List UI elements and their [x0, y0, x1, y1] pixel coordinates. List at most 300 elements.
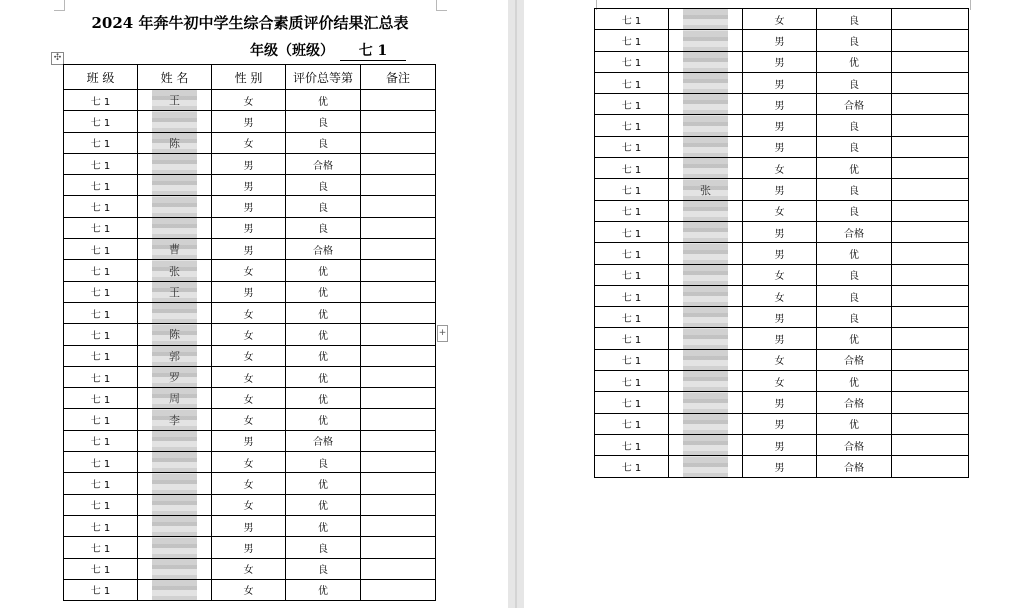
- cell-class[interactable]: 七 1: [64, 217, 138, 238]
- add-column-handle-icon[interactable]: +: [437, 325, 448, 342]
- cell-grade[interactable]: 优: [817, 371, 892, 392]
- cell-gender[interactable]: 女: [743, 371, 817, 392]
- cell-remarks[interactable]: [892, 72, 969, 93]
- redaction-mosaic: [683, 158, 728, 179]
- cell-name[interactable]: [669, 264, 743, 285]
- cell-remarks[interactable]: [892, 413, 969, 434]
- results-table-page-1: [63, 64, 436, 601]
- cell-remarks[interactable]: [361, 111, 436, 132]
- redaction-mosaic: [152, 153, 197, 174]
- table-row: [64, 175, 436, 196]
- table-row: [64, 111, 436, 132]
- cell-remarks[interactable]: [892, 200, 969, 221]
- cell-grade[interactable]: 良: [286, 175, 361, 196]
- cell-grade[interactable]: 优: [286, 388, 361, 409]
- cell-remarks[interactable]: [361, 430, 436, 451]
- cell-grade[interactable]: 良: [286, 217, 361, 238]
- table-row: [595, 349, 969, 370]
- cell-class[interactable]: 七 1: [64, 579, 138, 600]
- cell-name[interactable]: [669, 179, 743, 200]
- cell-class[interactable]: 七 1: [64, 196, 138, 217]
- cell-gender[interactable]: 女: [743, 200, 817, 221]
- cell-gender[interactable]: 男: [743, 221, 817, 242]
- cell-class[interactable]: 七 1: [64, 302, 138, 323]
- cell-class[interactable]: 七 1: [595, 456, 669, 477]
- margin-corner-marker: [54, 0, 65, 11]
- cell-remarks[interactable]: [892, 115, 969, 136]
- cell-gender[interactable]: 男: [212, 217, 286, 238]
- student-name: 周: [169, 392, 180, 406]
- cell-name[interactable]: [669, 9, 743, 30]
- cell-class[interactable]: 七 1: [595, 264, 669, 285]
- cell-gender[interactable]: 男: [743, 456, 817, 477]
- table-row: [64, 281, 436, 302]
- cell-grade[interactable]: 合格: [817, 456, 892, 477]
- cell-name[interactable]: [138, 430, 212, 451]
- cell-class[interactable]: 七 1: [64, 494, 138, 515]
- cell-class[interactable]: 七 1: [595, 243, 669, 264]
- table-row: [64, 90, 436, 111]
- cell-gender[interactable]: 男: [212, 281, 286, 302]
- cell-remarks[interactable]: [361, 260, 436, 281]
- cell-grade[interactable]: 优: [817, 51, 892, 72]
- table-row: [64, 302, 436, 323]
- table-row: [64, 494, 436, 515]
- cell-name[interactable]: [669, 94, 743, 115]
- table-row: [64, 153, 436, 174]
- cell-name[interactable]: [669, 456, 743, 477]
- cell-class[interactable]: 七 1: [64, 473, 138, 494]
- cell-name[interactable]: [138, 324, 212, 345]
- cell-name[interactable]: [138, 302, 212, 323]
- cell-grade[interactable]: 优: [286, 515, 361, 536]
- cell-grade[interactable]: 良: [286, 111, 361, 132]
- cell-name[interactable]: [138, 111, 212, 132]
- cell-remarks[interactable]: [892, 349, 969, 370]
- redaction-mosaic: [683, 136, 728, 157]
- cell-class[interactable]: 七 1: [64, 409, 138, 430]
- cell-remarks[interactable]: [361, 132, 436, 153]
- cell-grade[interactable]: 良: [817, 115, 892, 136]
- cell-grade[interactable]: 良: [286, 537, 361, 558]
- cell-remarks[interactable]: [361, 409, 436, 430]
- cell-gender[interactable]: 女: [212, 494, 286, 515]
- cell-name[interactable]: [669, 307, 743, 328]
- table-row: [595, 9, 969, 30]
- cell-class[interactable]: 七 1: [595, 392, 669, 413]
- cell-remarks[interactable]: [361, 579, 436, 600]
- cell-name[interactable]: [138, 239, 212, 260]
- cell-name[interactable]: [669, 51, 743, 72]
- cell-gender[interactable]: 男: [743, 115, 817, 136]
- cell-gender[interactable]: 女: [212, 388, 286, 409]
- cell-class[interactable]: 七 1: [595, 51, 669, 72]
- cell-grade[interactable]: 优: [286, 409, 361, 430]
- cell-class[interactable]: 七 1: [64, 281, 138, 302]
- grade-class-line: [250, 40, 406, 61]
- table-row: [64, 239, 436, 260]
- cell-name[interactable]: [138, 473, 212, 494]
- cell-name[interactable]: [138, 217, 212, 238]
- table-row: [64, 345, 436, 366]
- cell-class[interactable]: 七 1: [595, 158, 669, 179]
- table-row: [64, 217, 436, 238]
- cell-remarks[interactable]: [892, 264, 969, 285]
- table-row: [64, 579, 436, 600]
- cell-remarks[interactable]: [892, 285, 969, 306]
- cell-name[interactable]: [138, 366, 212, 387]
- cell-gender[interactable]: 女: [743, 349, 817, 370]
- student-name: 张: [700, 183, 711, 197]
- cell-gender[interactable]: 男: [212, 515, 286, 536]
- cell-gender[interactable]: 男: [743, 392, 817, 413]
- cell-class[interactable]: 七 1: [64, 324, 138, 345]
- redaction-mosaic: [152, 302, 197, 323]
- cell-grade[interactable]: 良: [817, 72, 892, 93]
- cell-name[interactable]: [669, 285, 743, 306]
- cell-class[interactable]: 七 1: [595, 285, 669, 306]
- cell-gender[interactable]: 女: [212, 366, 286, 387]
- table-row: [595, 328, 969, 349]
- redaction-mosaic: [152, 537, 197, 558]
- cell-remarks[interactable]: [361, 217, 436, 238]
- cell-remarks[interactable]: [361, 281, 436, 302]
- table-row: [64, 388, 436, 409]
- cell-name[interactable]: [669, 371, 743, 392]
- cell-class[interactable]: 七 1: [595, 307, 669, 328]
- grade-value: 七 1: [340, 40, 406, 61]
- cell-name[interactable]: [138, 558, 212, 579]
- cell-grade[interactable]: 良: [286, 132, 361, 153]
- cell-grade[interactable]: 良: [817, 285, 892, 306]
- cell-name[interactable]: [669, 434, 743, 455]
- cell-remarks[interactable]: [892, 51, 969, 72]
- cell-gender[interactable]: 女: [212, 324, 286, 345]
- cell-grade[interactable]: 优: [286, 494, 361, 515]
- cell-grade[interactable]: 合格: [817, 434, 892, 455]
- table-row: [595, 30, 969, 51]
- cell-class[interactable]: 七 1: [64, 430, 138, 451]
- redaction-mosaic: [683, 94, 728, 115]
- cell-gender[interactable]: 女: [212, 132, 286, 153]
- redaction-mosaic: [152, 175, 197, 196]
- cell-class[interactable]: 七 1: [64, 90, 138, 111]
- cell-name[interactable]: [138, 515, 212, 536]
- cell-remarks[interactable]: [361, 473, 436, 494]
- cell-remarks[interactable]: [361, 388, 436, 409]
- cell-class[interactable]: 七 1: [64, 515, 138, 536]
- cell-name[interactable]: [138, 409, 212, 430]
- student-name: 罗: [169, 371, 180, 384]
- cell-gender[interactable]: 女: [212, 409, 286, 430]
- table-row: [595, 413, 969, 434]
- cell-grade[interactable]: 合格: [286, 153, 361, 174]
- cell-name[interactable]: [138, 345, 212, 366]
- redaction-mosaic: [683, 72, 728, 93]
- cell-remarks[interactable]: [892, 307, 969, 328]
- redaction-mosaic: [683, 371, 728, 392]
- table-row: [595, 200, 969, 221]
- page-divider: [515, 0, 517, 608]
- cell-remarks[interactable]: [892, 9, 969, 30]
- cell-class[interactable]: 七 1: [64, 111, 138, 132]
- cell-grade[interactable]: 良: [817, 136, 892, 157]
- cell-name[interactable]: [138, 579, 212, 600]
- cell-class[interactable]: 七 1: [595, 30, 669, 51]
- cell-grade[interactable]: 良: [817, 179, 892, 200]
- cell-remarks[interactable]: [361, 345, 436, 366]
- cell-gender[interactable]: 男: [743, 72, 817, 93]
- cell-remarks[interactable]: [892, 243, 969, 264]
- cell-class[interactable]: 七 1: [595, 136, 669, 157]
- redaction-mosaic: [683, 413, 728, 434]
- cell-gender[interactable]: 女: [743, 9, 817, 30]
- cell-remarks[interactable]: [892, 392, 969, 413]
- cell-class[interactable]: 七 1: [595, 371, 669, 392]
- cell-name[interactable]: [669, 158, 743, 179]
- cell-grade[interactable]: 合格: [817, 221, 892, 242]
- document-title: 2024 年奔牛初中学生综合素质评价结果汇总表: [91, 14, 409, 32]
- cell-gender[interactable]: 男: [743, 307, 817, 328]
- cell-class[interactable]: 七 1: [64, 558, 138, 579]
- cell-grade[interactable]: 优: [286, 281, 361, 302]
- cell-grade[interactable]: 良: [817, 307, 892, 328]
- cell-name[interactable]: [669, 243, 743, 264]
- cell-remarks[interactable]: [892, 371, 969, 392]
- redaction-mosaic: [683, 9, 728, 30]
- cell-class[interactable]: 七 1: [595, 115, 669, 136]
- cell-grade[interactable]: 优: [817, 243, 892, 264]
- cell-name[interactable]: [138, 260, 212, 281]
- cell-remarks[interactable]: [361, 196, 436, 217]
- cell-grade[interactable]: 良: [817, 200, 892, 221]
- cell-grade[interactable]: 合格: [286, 430, 361, 451]
- student-name: 陈: [169, 136, 180, 150]
- grade-label: 年级（班级）: [250, 43, 334, 59]
- cell-name[interactable]: [138, 153, 212, 174]
- cell-grade[interactable]: 良: [817, 30, 892, 51]
- cell-gender[interactable]: 女: [743, 158, 817, 179]
- cell-grade[interactable]: 良: [286, 558, 361, 579]
- cell-grade[interactable]: 良: [817, 264, 892, 285]
- cell-name[interactable]: [669, 136, 743, 157]
- cell-gender[interactable]: 女: [212, 579, 286, 600]
- cell-class[interactable]: 七 1: [595, 221, 669, 242]
- cell-gender[interactable]: 男: [743, 94, 817, 115]
- cell-gender[interactable]: 女: [212, 558, 286, 579]
- cell-remarks[interactable]: [892, 328, 969, 349]
- cell-name[interactable]: [138, 281, 212, 302]
- cell-class[interactable]: 七 1: [64, 345, 138, 366]
- student-name: 张: [169, 264, 180, 278]
- cell-grade[interactable]: 优: [286, 473, 361, 494]
- cell-gender[interactable]: 男: [212, 430, 286, 451]
- cell-name[interactable]: [669, 30, 743, 51]
- redaction-mosaic: [152, 217, 197, 238]
- cell-class[interactable]: 七 1: [595, 9, 669, 30]
- cell-remarks[interactable]: [361, 302, 436, 323]
- student-name: 李: [169, 413, 180, 427]
- redaction-mosaic: [683, 264, 728, 285]
- cell-class[interactable]: 七 1: [64, 537, 138, 558]
- redaction-mosaic: [152, 430, 197, 451]
- cell-class[interactable]: 七 1: [64, 366, 138, 387]
- cell-grade[interactable]: 良: [286, 452, 361, 473]
- cell-remarks[interactable]: [892, 456, 969, 477]
- cell-remarks[interactable]: [892, 158, 969, 179]
- table-row: [64, 537, 436, 558]
- cell-grade[interactable]: 优: [286, 260, 361, 281]
- redaction-mosaic: [683, 434, 728, 455]
- cell-remarks[interactable]: [361, 494, 436, 515]
- table-row: [595, 392, 969, 413]
- table-row: [64, 515, 436, 536]
- cell-grade[interactable]: 合格: [817, 392, 892, 413]
- cell-remarks[interactable]: [892, 30, 969, 51]
- table-row: [64, 452, 436, 473]
- cell-grade[interactable]: 良: [817, 9, 892, 30]
- cell-class[interactable]: 七 1: [64, 153, 138, 174]
- cell-grade[interactable]: 合格: [817, 349, 892, 370]
- student-name: 曹: [169, 243, 180, 257]
- table-row: [595, 264, 969, 285]
- cell-grade[interactable]: 合格: [286, 239, 361, 260]
- cell-gender[interactable]: 女: [212, 90, 286, 111]
- cell-name[interactable]: [138, 537, 212, 558]
- cell-class[interactable]: 七 1: [595, 94, 669, 115]
- cell-grade[interactable]: 优: [286, 345, 361, 366]
- student-name: 郭: [169, 349, 180, 363]
- cell-grade[interactable]: 良: [286, 196, 361, 217]
- cell-name[interactable]: [669, 413, 743, 434]
- cell-grade[interactable]: 优: [817, 158, 892, 179]
- cell-gender[interactable]: 男: [743, 30, 817, 51]
- cell-name[interactable]: [669, 328, 743, 349]
- cell-class[interactable]: 七 1: [64, 388, 138, 409]
- cell-gender[interactable]: 男: [212, 196, 286, 217]
- cell-remarks[interactable]: [361, 558, 436, 579]
- cell-class[interactable]: 七 1: [595, 413, 669, 434]
- cell-gender[interactable]: 男: [743, 243, 817, 264]
- cell-gender[interactable]: 男: [743, 136, 817, 157]
- redaction-mosaic: [152, 111, 197, 132]
- cell-gender[interactable]: 女: [212, 260, 286, 281]
- cell-gender[interactable]: 男: [212, 239, 286, 260]
- cell-class[interactable]: 七 1: [64, 239, 138, 260]
- cell-gender[interactable]: 女: [212, 452, 286, 473]
- cell-name[interactable]: [669, 221, 743, 242]
- cell-name[interactable]: [138, 90, 212, 111]
- cell-gender[interactable]: 女: [212, 473, 286, 494]
- cell-name[interactable]: [669, 392, 743, 413]
- table-row: [595, 434, 969, 455]
- table-move-handle-icon[interactable]: ✣: [51, 52, 64, 65]
- cell-grade[interactable]: 优: [286, 366, 361, 387]
- cell-class[interactable]: 七 1: [64, 175, 138, 196]
- cell-name[interactable]: [669, 200, 743, 221]
- table-row: [595, 115, 969, 136]
- cell-grade[interactable]: 优: [286, 579, 361, 600]
- cell-name[interactable]: [669, 115, 743, 136]
- cell-grade[interactable]: 优: [286, 90, 361, 111]
- cell-class[interactable]: 七 1: [595, 200, 669, 221]
- redaction-mosaic: [683, 456, 728, 477]
- cell-remarks[interactable]: [892, 434, 969, 455]
- cell-class[interactable]: 七 1: [595, 328, 669, 349]
- margin-corner-marker: [436, 0, 447, 11]
- cell-remarks[interactable]: [361, 175, 436, 196]
- cell-remarks[interactable]: [361, 90, 436, 111]
- cell-remarks[interactable]: [361, 324, 436, 345]
- cell-class[interactable]: 七 1: [595, 349, 669, 370]
- cell-remarks[interactable]: [892, 221, 969, 242]
- cell-grade[interactable]: 优: [286, 324, 361, 345]
- cell-gender[interactable]: 女: [212, 345, 286, 366]
- cell-gender[interactable]: 男: [743, 51, 817, 72]
- cell-remarks[interactable]: [361, 153, 436, 174]
- cell-gender[interactable]: 男: [743, 179, 817, 200]
- cell-remarks[interactable]: [892, 136, 969, 157]
- cell-class[interactable]: 七 1: [64, 260, 138, 281]
- redaction-mosaic: [683, 349, 728, 370]
- cell-gender[interactable]: 男: [743, 328, 817, 349]
- cell-name[interactable]: [138, 196, 212, 217]
- cell-name[interactable]: [669, 349, 743, 370]
- cell-class[interactable]: 七 1: [64, 132, 138, 153]
- cell-grade[interactable]: 优: [817, 413, 892, 434]
- table-row: [64, 430, 436, 451]
- cell-class[interactable]: 七 1: [595, 434, 669, 455]
- cell-grade[interactable]: 优: [817, 328, 892, 349]
- cell-gender[interactable]: 男: [212, 175, 286, 196]
- cell-gender[interactable]: 男: [743, 434, 817, 455]
- cell-class[interactable]: 七 1: [595, 179, 669, 200]
- redaction-mosaic: [683, 285, 728, 306]
- table-row: [595, 51, 969, 72]
- cell-gender[interactable]: 男: [212, 111, 286, 132]
- cell-remarks[interactable]: [361, 452, 436, 473]
- cell-name[interactable]: [669, 72, 743, 93]
- cell-remarks[interactable]: [361, 366, 436, 387]
- redaction-mosaic: [683, 221, 728, 242]
- cell-remarks[interactable]: [361, 515, 436, 536]
- cell-name[interactable]: [138, 494, 212, 515]
- redaction-mosaic: [683, 51, 728, 72]
- cell-remarks[interactable]: [892, 179, 969, 200]
- table-row: [595, 179, 969, 200]
- table-row: [595, 158, 969, 179]
- cell-name[interactable]: [138, 175, 212, 196]
- cell-remarks[interactable]: [361, 239, 436, 260]
- cell-gender[interactable]: 女: [743, 285, 817, 306]
- cell-gender[interactable]: 女: [743, 264, 817, 285]
- cell-class[interactable]: 七 1: [64, 452, 138, 473]
- cell-gender[interactable]: 男: [212, 537, 286, 558]
- student-name: 陈: [169, 328, 180, 342]
- cell-grade[interactable]: 合格: [817, 94, 892, 115]
- cell-name[interactable]: [138, 452, 212, 473]
- cell-class[interactable]: 七 1: [595, 72, 669, 93]
- cell-name[interactable]: [138, 388, 212, 409]
- cell-gender[interactable]: 男: [212, 153, 286, 174]
- cell-remarks[interactable]: [892, 94, 969, 115]
- cell-grade[interactable]: 优: [286, 302, 361, 323]
- cell-gender[interactable]: 女: [212, 302, 286, 323]
- table-row: [595, 307, 969, 328]
- cell-name[interactable]: [138, 132, 212, 153]
- cell-gender[interactable]: 男: [743, 413, 817, 434]
- cell-remarks[interactable]: [361, 537, 436, 558]
